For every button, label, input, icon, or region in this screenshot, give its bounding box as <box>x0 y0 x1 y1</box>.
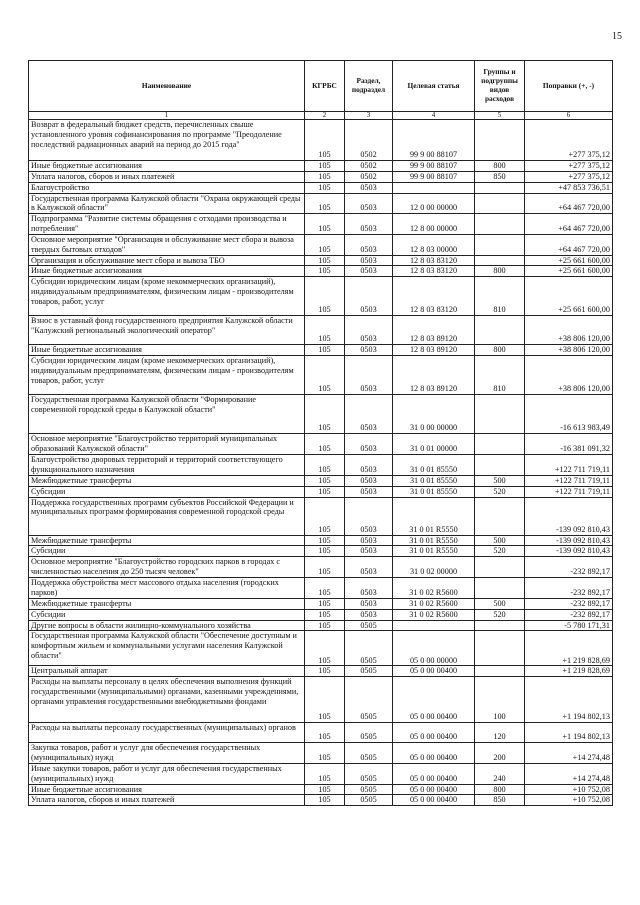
row-kgrbs: 105 <box>305 723 345 743</box>
row-kgrbs: 105 <box>305 666 345 677</box>
row-expense-type: 100 <box>475 677 525 723</box>
col-number: 1 <box>29 112 305 120</box>
row-target-article: 05 0 00 00400 <box>393 723 475 743</box>
table-row <box>29 497 613 535</box>
table-row <box>29 214 613 235</box>
row-target-article: 05 0 00 00000 <box>393 631 475 666</box>
row-name: Иные бюджетные ассигнования <box>29 161 305 172</box>
table-row <box>29 345 613 356</box>
table-row <box>29 171 613 182</box>
row-amount: +1 194 802,13 <box>525 723 613 743</box>
row-section: 0503 <box>345 182 393 193</box>
row-name: Поддержка обустройства мест массового отдыха населения (городских парков) <box>29 578 305 599</box>
table-row <box>29 666 613 677</box>
row-kgrbs: 105 <box>305 455 345 476</box>
row-amount: -232 892,17 <box>525 609 613 620</box>
row-section: 0505 <box>345 763 393 784</box>
table-row <box>29 620 613 631</box>
row-section: 0503 <box>345 434 393 455</box>
row-expense-type <box>475 557 525 578</box>
row-section: 0503 <box>345 497 393 535</box>
row-name: Субсидии юридическим лицам (кроме некоммерческих организаций), индивидуальным предпринимателям, физическим лицам - производителям товаров, работ, услуг <box>29 277 305 316</box>
row-kgrbs: 105 <box>305 546 345 557</box>
row-target-article: 05 0 00 00400 <box>393 763 475 784</box>
row-kgrbs: 105 <box>305 193 345 214</box>
row-kgrbs: 105 <box>305 578 345 599</box>
row-kgrbs: 105 <box>305 475 345 486</box>
header-kgrbs: КГРБС <box>305 61 345 112</box>
row-target-article: 31 0 01 R5550 <box>393 497 475 535</box>
row-expense-type <box>475 666 525 677</box>
row-kgrbs: 105 <box>305 277 345 316</box>
row-expense-type <box>475 193 525 214</box>
row-name: Основное мероприятие "Организация и обслуживание мест сбора и вывоза твердых бытовых отходов" <box>29 234 305 255</box>
row-name: Благоустройство дворовых территорий и территорий соответствующего функционального назначения <box>29 455 305 476</box>
table-row <box>29 743 613 764</box>
row-section: 0503 <box>345 609 393 620</box>
row-name: Взнос в уставный фонд государственного предприятия Калужской области "Калужский региональный экологический оператор" <box>29 316 305 345</box>
table-row <box>29 475 613 486</box>
table-row <box>29 455 613 476</box>
row-kgrbs: 105 <box>305 535 345 546</box>
table-row <box>29 161 613 172</box>
row-amount: +25 661 600,00 <box>525 255 613 266</box>
row-kgrbs: 105 <box>305 598 345 609</box>
row-kgrbs: 105 <box>305 677 345 723</box>
row-expense-type: 240 <box>475 763 525 784</box>
row-target-article: 99 9 00 88107 <box>393 161 475 172</box>
row-target-article: 31 0 01 R5550 <box>393 546 475 557</box>
table-row <box>29 193 613 214</box>
row-target-article: 12 8 03 00000 <box>393 234 475 255</box>
row-name: Уплата налогов, сборов и иных платежей <box>29 795 305 806</box>
row-expense-type <box>475 316 525 345</box>
row-name: Субсидии <box>29 486 305 497</box>
row-target-article: 31 0 01 R5550 <box>393 535 475 546</box>
row-kgrbs: 105 <box>305 557 345 578</box>
row-target-article: 12 8 03 89120 <box>393 356 475 395</box>
row-kgrbs: 105 <box>305 161 345 172</box>
row-kgrbs: 105 <box>305 255 345 266</box>
row-expense-type <box>475 182 525 193</box>
row-amount: +14 274,48 <box>525 743 613 764</box>
row-name: Расходы на выплаты персоналу в целях обеспечения выполнения функций государственными (муниципальными) органами, казенными учреждениями, органами управления государственными внебюджетными фондами <box>29 677 305 723</box>
col-number: 3 <box>345 112 393 120</box>
table-row <box>29 557 613 578</box>
row-target-article: 12 8 03 83120 <box>393 255 475 266</box>
page-number: 15 <box>612 31 622 42</box>
row-expense-type: 810 <box>475 356 525 395</box>
table-row <box>29 486 613 497</box>
row-amount: +122 711 719,11 <box>525 455 613 476</box>
row-expense-type <box>475 455 525 476</box>
table-row <box>29 434 613 455</box>
table-row <box>29 677 613 723</box>
row-section: 0503 <box>345 316 393 345</box>
row-name: Межбюджетные трансферты <box>29 598 305 609</box>
row-amount: -139 092 810,43 <box>525 535 613 546</box>
row-name: Субсидии <box>29 609 305 620</box>
row-expense-type <box>475 631 525 666</box>
row-expense-type <box>475 395 525 434</box>
col-number: 6 <box>525 112 613 120</box>
row-name: Другие вопросы в области жилищно-коммунального хозяйства <box>29 620 305 631</box>
row-expense-type: 520 <box>475 546 525 557</box>
row-target-article: 05 0 00 00400 <box>393 795 475 806</box>
table-row <box>29 723 613 743</box>
row-target-article: 05 0 00 00400 <box>393 677 475 723</box>
row-name: Субсидии <box>29 546 305 557</box>
table-row <box>29 277 613 316</box>
header-section: Раздел, подраздел <box>345 61 393 112</box>
row-kgrbs: 105 <box>305 434 345 455</box>
table-row <box>29 266 613 277</box>
row-name: Подпрограмма "Развитие системы обращения с отходами производства и потребления" <box>29 214 305 235</box>
table-row <box>29 631 613 666</box>
row-name: Субсидии юридическим лицам (кроме некоммерческих организаций), индивидуальным предпринимателям, физическим лицам - производителям товаров, работ, услуг <box>29 356 305 395</box>
row-kgrbs: 105 <box>305 345 345 356</box>
row-expense-type: 850 <box>475 795 525 806</box>
row-section: 0502 <box>345 120 393 161</box>
row-expense-type <box>475 620 525 631</box>
row-section: 0503 <box>345 193 393 214</box>
row-amount: +1 194 802,13 <box>525 677 613 723</box>
row-section: 0505 <box>345 743 393 764</box>
row-section: 0503 <box>345 214 393 235</box>
row-name: Межбюджетные трансферты <box>29 535 305 546</box>
table-row <box>29 578 613 599</box>
row-name: Организация и обслуживание мест сбора и вывоза ТБО <box>29 255 305 266</box>
row-kgrbs: 105 <box>305 486 345 497</box>
row-expense-type: 520 <box>475 486 525 497</box>
row-name: Основное мероприятие "Благоустройство территорий муниципальных образований Калужской области" <box>29 434 305 455</box>
row-name: Иные бюджетные ассигнования <box>29 266 305 277</box>
row-name: Благоустройство <box>29 182 305 193</box>
row-section: 0505 <box>345 677 393 723</box>
row-target-article: 12 8 03 89120 <box>393 316 475 345</box>
header-amendments: Поправки (+, -) <box>525 61 613 112</box>
col-number: 2 <box>305 112 345 120</box>
row-expense-type: 810 <box>475 277 525 316</box>
row-amount: +38 806 120,00 <box>525 356 613 395</box>
row-kgrbs: 105 <box>305 631 345 666</box>
row-expense-type: 500 <box>475 598 525 609</box>
row-target-article: 31 0 01 85550 <box>393 475 475 486</box>
row-target-article: 05 0 00 00400 <box>393 784 475 795</box>
row-target-article: 99 9 00 88107 <box>393 171 475 182</box>
row-amount: +64 467 720,00 <box>525 214 613 235</box>
table-row <box>29 120 613 161</box>
row-expense-type <box>475 214 525 235</box>
row-amount: +14 274,48 <box>525 763 613 784</box>
row-amount: +1 219 828,69 <box>525 666 613 677</box>
row-kgrbs: 105 <box>305 171 345 182</box>
col-number: 4 <box>393 112 475 120</box>
row-kgrbs: 105 <box>305 795 345 806</box>
row-amount: +277 375,12 <box>525 161 613 172</box>
row-kgrbs: 105 <box>305 214 345 235</box>
row-kgrbs: 105 <box>305 316 345 345</box>
row-amount: +277 375,12 <box>525 171 613 182</box>
row-expense-type: 520 <box>475 609 525 620</box>
row-amount: -139 092 810,43 <box>525 497 613 535</box>
row-section: 0503 <box>345 277 393 316</box>
row-target-article: 31 0 00 00000 <box>393 395 475 434</box>
row-section: 0505 <box>345 631 393 666</box>
row-section: 0503 <box>345 475 393 486</box>
row-expense-type: 800 <box>475 266 525 277</box>
row-name: Иные закупки товаров, работ и услуг для обеспечения государственных (муниципальных) нужд <box>29 763 305 784</box>
row-name: Государственная программа Калужской области "Обеспечение доступным и комфортным жильем и коммунальными услугами населения Калужской области" <box>29 631 305 666</box>
row-section: 0503 <box>345 578 393 599</box>
table-row <box>29 316 613 345</box>
table-row <box>29 182 613 193</box>
row-expense-type: 850 <box>475 171 525 182</box>
row-amount: -139 092 810,43 <box>525 546 613 557</box>
row-name: Расходы на выплаты персоналу государственных (муниципальных) органов <box>29 723 305 743</box>
row-amount: +38 806 120,00 <box>525 316 613 345</box>
row-expense-type: 500 <box>475 475 525 486</box>
row-kgrbs: 105 <box>305 743 345 764</box>
table-row <box>29 255 613 266</box>
row-target-article <box>393 182 475 193</box>
row-section: 0503 <box>345 486 393 497</box>
row-section: 0503 <box>345 255 393 266</box>
row-section: 0503 <box>345 234 393 255</box>
row-amount: -16 381 091,32 <box>525 434 613 455</box>
row-expense-type <box>475 120 525 161</box>
row-expense-type: 800 <box>475 784 525 795</box>
table-row <box>29 598 613 609</box>
row-amount: -232 892,17 <box>525 557 613 578</box>
row-section: 0505 <box>345 666 393 677</box>
table-row <box>29 609 613 620</box>
row-name: Закупка товаров, работ и услуг для обеспечения государственных (муниципальных) нужд <box>29 743 305 764</box>
row-section: 0505 <box>345 620 393 631</box>
row-amount: -16 613 983,49 <box>525 395 613 434</box>
row-expense-type: 500 <box>475 535 525 546</box>
row-amount: +122 711 719,11 <box>525 475 613 486</box>
row-kgrbs: 105 <box>305 784 345 795</box>
header-name: Наименование <box>29 61 305 112</box>
table-row <box>29 234 613 255</box>
row-section: 0503 <box>345 345 393 356</box>
table-row <box>29 395 613 434</box>
row-name: Межбюджетные трансферты <box>29 475 305 486</box>
row-expense-type <box>475 255 525 266</box>
row-section: 0505 <box>345 723 393 743</box>
row-name: Иные бюджетные ассигнования <box>29 345 305 356</box>
row-target-article: 31 0 02 R5600 <box>393 578 475 599</box>
row-amount: +64 467 720,00 <box>525 234 613 255</box>
table-row <box>29 546 613 557</box>
row-section: 0503 <box>345 395 393 434</box>
row-name: Государственная программа Калужской области "Формирование современной городской среды в Калужской области" <box>29 395 305 434</box>
row-target-article: 31 0 01 85550 <box>393 455 475 476</box>
row-amount: +10 752,08 <box>525 795 613 806</box>
row-section: 0502 <box>345 161 393 172</box>
row-amount: +10 752,08 <box>525 784 613 795</box>
row-amount: -5 780 171,31 <box>525 620 613 631</box>
row-section: 0503 <box>345 557 393 578</box>
row-name: Уплата налогов, сборов и иных платежей <box>29 171 305 182</box>
row-target-article: 31 0 01 85550 <box>393 486 475 497</box>
row-kgrbs: 105 <box>305 182 345 193</box>
row-expense-type: 200 <box>475 743 525 764</box>
row-amount: +122 711 719,11 <box>525 486 613 497</box>
row-section: 0503 <box>345 455 393 476</box>
row-name: Возврат в федеральный бюджет средств, перечисленных свыше установленного уровня софинансирования по программе "Преодоление последствий радиационных аварий на период до 2015 года" <box>29 120 305 161</box>
row-target-article: 12 8 03 83120 <box>393 277 475 316</box>
table-row <box>29 535 613 546</box>
row-kgrbs: 105 <box>305 120 345 161</box>
row-section: 0505 <box>345 784 393 795</box>
row-section: 0503 <box>345 356 393 395</box>
row-section: 0503 <box>345 266 393 277</box>
row-section: 0503 <box>345 546 393 557</box>
row-kgrbs: 105 <box>305 266 345 277</box>
row-expense-type <box>475 434 525 455</box>
row-target-article: 05 0 00 00400 <box>393 666 475 677</box>
header-expense-type: Группы и подгруппы видов расходов <box>475 61 525 112</box>
row-name: Государственная программа Калужской области "Охрана окружающей среды в Калужской области" <box>29 193 305 214</box>
row-amount: -232 892,17 <box>525 598 613 609</box>
row-target-article: 99 9 00 88107 <box>393 120 475 161</box>
row-target-article: 12 8 03 89120 <box>393 345 475 356</box>
row-kgrbs: 105 <box>305 234 345 255</box>
row-amount: +38 806 120,00 <box>525 345 613 356</box>
row-amount: +25 661 600,00 <box>525 277 613 316</box>
table-row <box>29 784 613 795</box>
row-amount: +1 219 828,69 <box>525 631 613 666</box>
row-target-article <box>393 620 475 631</box>
row-expense-type: 120 <box>475 723 525 743</box>
row-kgrbs: 105 <box>305 497 345 535</box>
row-kgrbs: 105 <box>305 356 345 395</box>
row-amount: +277 375,12 <box>525 120 613 161</box>
row-kgrbs: 105 <box>305 763 345 784</box>
row-target-article: 31 0 02 R5600 <box>393 609 475 620</box>
row-target-article: 31 0 02 R5600 <box>393 598 475 609</box>
row-name: Основное мероприятие "Благоустройство городских парков в городах с численностью населения до 250 тысяч человек" <box>29 557 305 578</box>
row-expense-type: 800 <box>475 345 525 356</box>
table-row <box>29 356 613 395</box>
row-section: 0503 <box>345 598 393 609</box>
row-target-article: 31 0 02 00000 <box>393 557 475 578</box>
row-target-article: 31 0 01 00000 <box>393 434 475 455</box>
row-kgrbs: 105 <box>305 609 345 620</box>
table-row <box>29 763 613 784</box>
row-target-article: 05 0 00 00400 <box>393 743 475 764</box>
row-amount: +25 661 600,00 <box>525 266 613 277</box>
row-expense-type <box>475 578 525 599</box>
row-amount: -232 892,17 <box>525 578 613 599</box>
row-expense-type <box>475 234 525 255</box>
row-target-article: 12 8 03 83120 <box>393 266 475 277</box>
row-kgrbs: 105 <box>305 620 345 631</box>
row-section: 0505 <box>345 795 393 806</box>
col-number: 5 <box>475 112 525 120</box>
row-name: Поддержка государственных программ субъектов Российской Федерации и муниципальных программ формирования современной городской среды <box>29 497 305 535</box>
row-target-article: 12 0 00 00000 <box>393 193 475 214</box>
table-row <box>29 795 613 806</box>
row-target-article: 12 8 00 00000 <box>393 214 475 235</box>
row-expense-type <box>475 497 525 535</box>
row-section: 0502 <box>345 171 393 182</box>
row-amount: +64 467 720,00 <box>525 193 613 214</box>
row-expense-type: 800 <box>475 161 525 172</box>
header-target-article: Целевая статья <box>393 61 475 112</box>
row-section: 0503 <box>345 535 393 546</box>
row-name: Иные бюджетные ассигнования <box>29 784 305 795</box>
row-name: Центральный аппарат <box>29 666 305 677</box>
row-kgrbs: 105 <box>305 395 345 434</box>
row-amount: +47 853 736,51 <box>525 182 613 193</box>
budget-amendments-table <box>28 60 613 806</box>
